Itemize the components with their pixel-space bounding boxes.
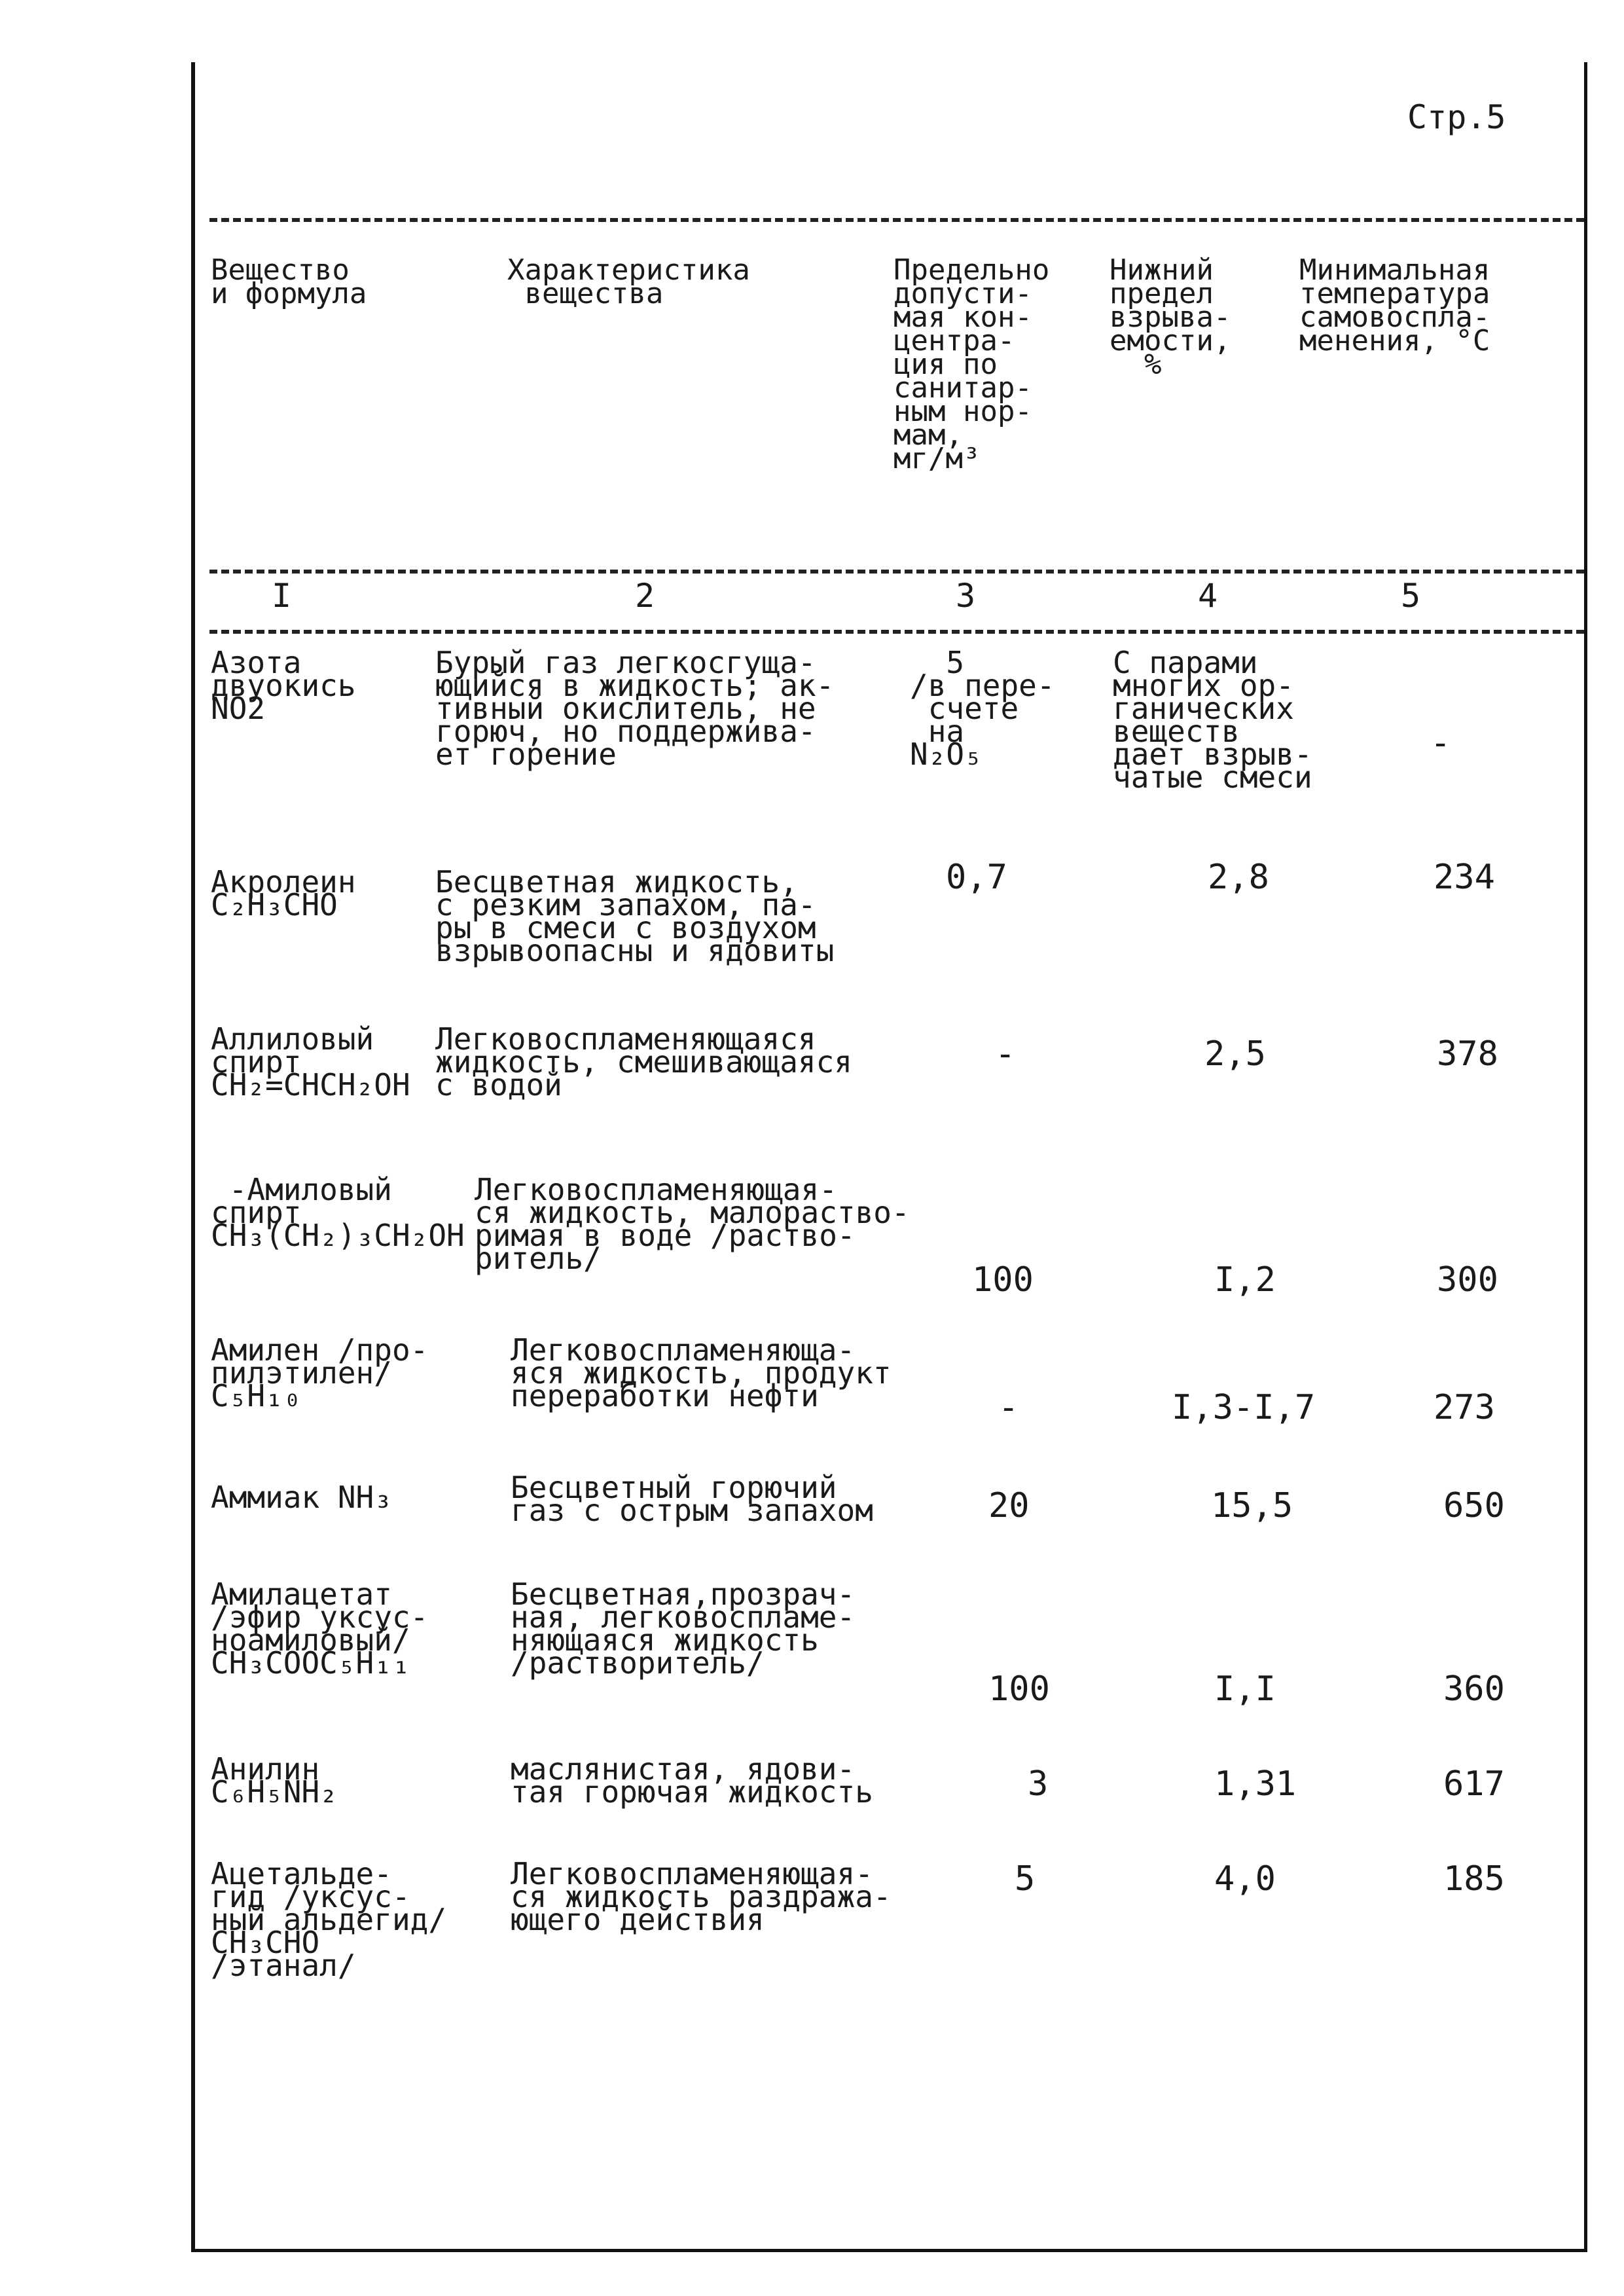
row-7-ignition-temp: 360 xyxy=(1443,1669,1505,1709)
row-6-substance: Аммиак NH₃ xyxy=(211,1480,392,1515)
row-3-description: Легковоспламеняющаяся жидкость, смешивающаяся с водой xyxy=(435,1021,852,1102)
row-9-mac: 5 xyxy=(1015,1859,1036,1899)
page-number: Стр.5 xyxy=(1407,98,1506,136)
header-lower-limit: Нижний предел взрыва- емости, % xyxy=(1110,253,1231,381)
row-6-ignition-temp: 650 xyxy=(1443,1486,1505,1525)
left-border xyxy=(191,62,195,2252)
header-bottom-divider xyxy=(209,570,1584,574)
header-top-divider xyxy=(209,218,1584,222)
row-8-mac: 3 xyxy=(1028,1764,1049,1804)
row-1-mac: 5 /в пере- счете на N₂O₅ xyxy=(910,645,1055,772)
row-9-lower-limit: 4,0 xyxy=(1214,1859,1276,1899)
column-number-1: I xyxy=(272,577,292,615)
row-7-description: Бесцветная,прозрач- ная, легковоспламе- няющаяся жидкость /растворитель/ xyxy=(511,1576,856,1681)
row-1-substance: Азота двуокись NO2 xyxy=(211,645,356,726)
row-8-lower-limit: 1,31 xyxy=(1214,1764,1297,1804)
row-2-substance: Акролеин C₂H₃CHO xyxy=(211,864,356,922)
row-3-ignition-temp: 378 xyxy=(1437,1034,1498,1074)
row-9-substance: Ацетальде- гид /уксус- ный альдегид/ CH₃CHO /этанал/ xyxy=(211,1856,447,1983)
column-number-5: 5 xyxy=(1401,577,1421,615)
row-4-substance: -Амиловый спирт CH₃(CH₂)₃CH₂OH xyxy=(211,1172,465,1253)
row-5-description: Легковоспламеняюща- яся жидкость, продукт переработки нефти xyxy=(511,1332,892,1413)
row-7-substance: Амилацетат /эфир уксус- ноамиловый/ CH₃COOC₅H₁₁ xyxy=(211,1576,429,1681)
row-4-description: Легковоспламеняющая- ся жидкость, малораство- римая в воде /раство- ритель/ xyxy=(475,1172,910,1276)
column-number-2: 2 xyxy=(635,577,655,615)
header-mac: Предельно допусти- мая кон- центра- ция по санитар- ным нор- мам, мг/м³ xyxy=(893,253,1050,475)
row-9-description: Легковоспламеняющая- ся жидкость раздража- ющего действия xyxy=(511,1856,892,1937)
row-5-lower-limit: I,3-I,7 xyxy=(1172,1388,1316,1427)
row-4-lower-limit: I,2 xyxy=(1214,1260,1276,1300)
row-9-ignition-temp: 185 xyxy=(1443,1859,1505,1899)
row-6-description: Бесцветный горючий газ с острым запахом xyxy=(511,1470,873,1528)
row-2-mac: 0,7 xyxy=(946,858,1007,897)
header-substance: Вещество и формула xyxy=(211,253,367,310)
row-3-lower-limit: 2,5 xyxy=(1204,1034,1266,1074)
row-6-lower-limit: 15,5 xyxy=(1211,1486,1293,1525)
row-8-description: маслянистая, ядови- тая горючая жидкость xyxy=(511,1751,873,1810)
bottom-border xyxy=(191,2249,1587,2252)
row-5-substance: Амилен /про- пилэтилен/ C₅H₁₀ xyxy=(211,1332,429,1413)
row-7-lower-limit: I,I xyxy=(1214,1669,1276,1709)
row-3-mac: - xyxy=(995,1034,1016,1074)
column-number-3: 3 xyxy=(956,577,976,615)
row-4-ignition-temp: 300 xyxy=(1437,1260,1498,1300)
row-3-substance: Аллиловый спирт CH₂=CHCH₂OH xyxy=(211,1021,410,1102)
row-1-lower-limit: С парами многих ор- ганических веществ дает взрыв- чатые смеси xyxy=(1113,645,1312,795)
row-1-description: Бурый газ легкосгуща- ющийся в жидкость; ак- тивный окислитель, не горюч, но поддержива- ет горение xyxy=(435,645,835,772)
row-1-ignition-temp: - xyxy=(1430,723,1451,763)
header-description: Характеристика вещества xyxy=(507,253,750,310)
row-4-mac: 100 xyxy=(972,1260,1034,1300)
row-7-mac: 100 xyxy=(988,1669,1050,1709)
column-number-4: 4 xyxy=(1198,577,1218,615)
row-5-ignition-temp: 273 xyxy=(1434,1388,1495,1427)
row-2-description: Бесцветная жидкость, с резким запахом, па- ры в смеси с воздухом взрывоопасны и ядовиты xyxy=(435,864,835,968)
row-2-ignition-temp: 234 xyxy=(1434,858,1495,897)
row-8-substance: Анилин C₆H₅NH₂ xyxy=(211,1751,338,1810)
right-border xyxy=(1584,62,1587,2252)
row-8-ignition-temp: 617 xyxy=(1443,1764,1505,1804)
row-2-lower-limit: 2,8 xyxy=(1208,858,1269,897)
row-5-mac: - xyxy=(998,1388,1019,1427)
column-numbers-divider xyxy=(209,630,1584,634)
row-6-mac: 20 xyxy=(988,1486,1030,1525)
header-ignition-temp: Минимальная температура самовоспла- менения, °С xyxy=(1299,253,1490,357)
